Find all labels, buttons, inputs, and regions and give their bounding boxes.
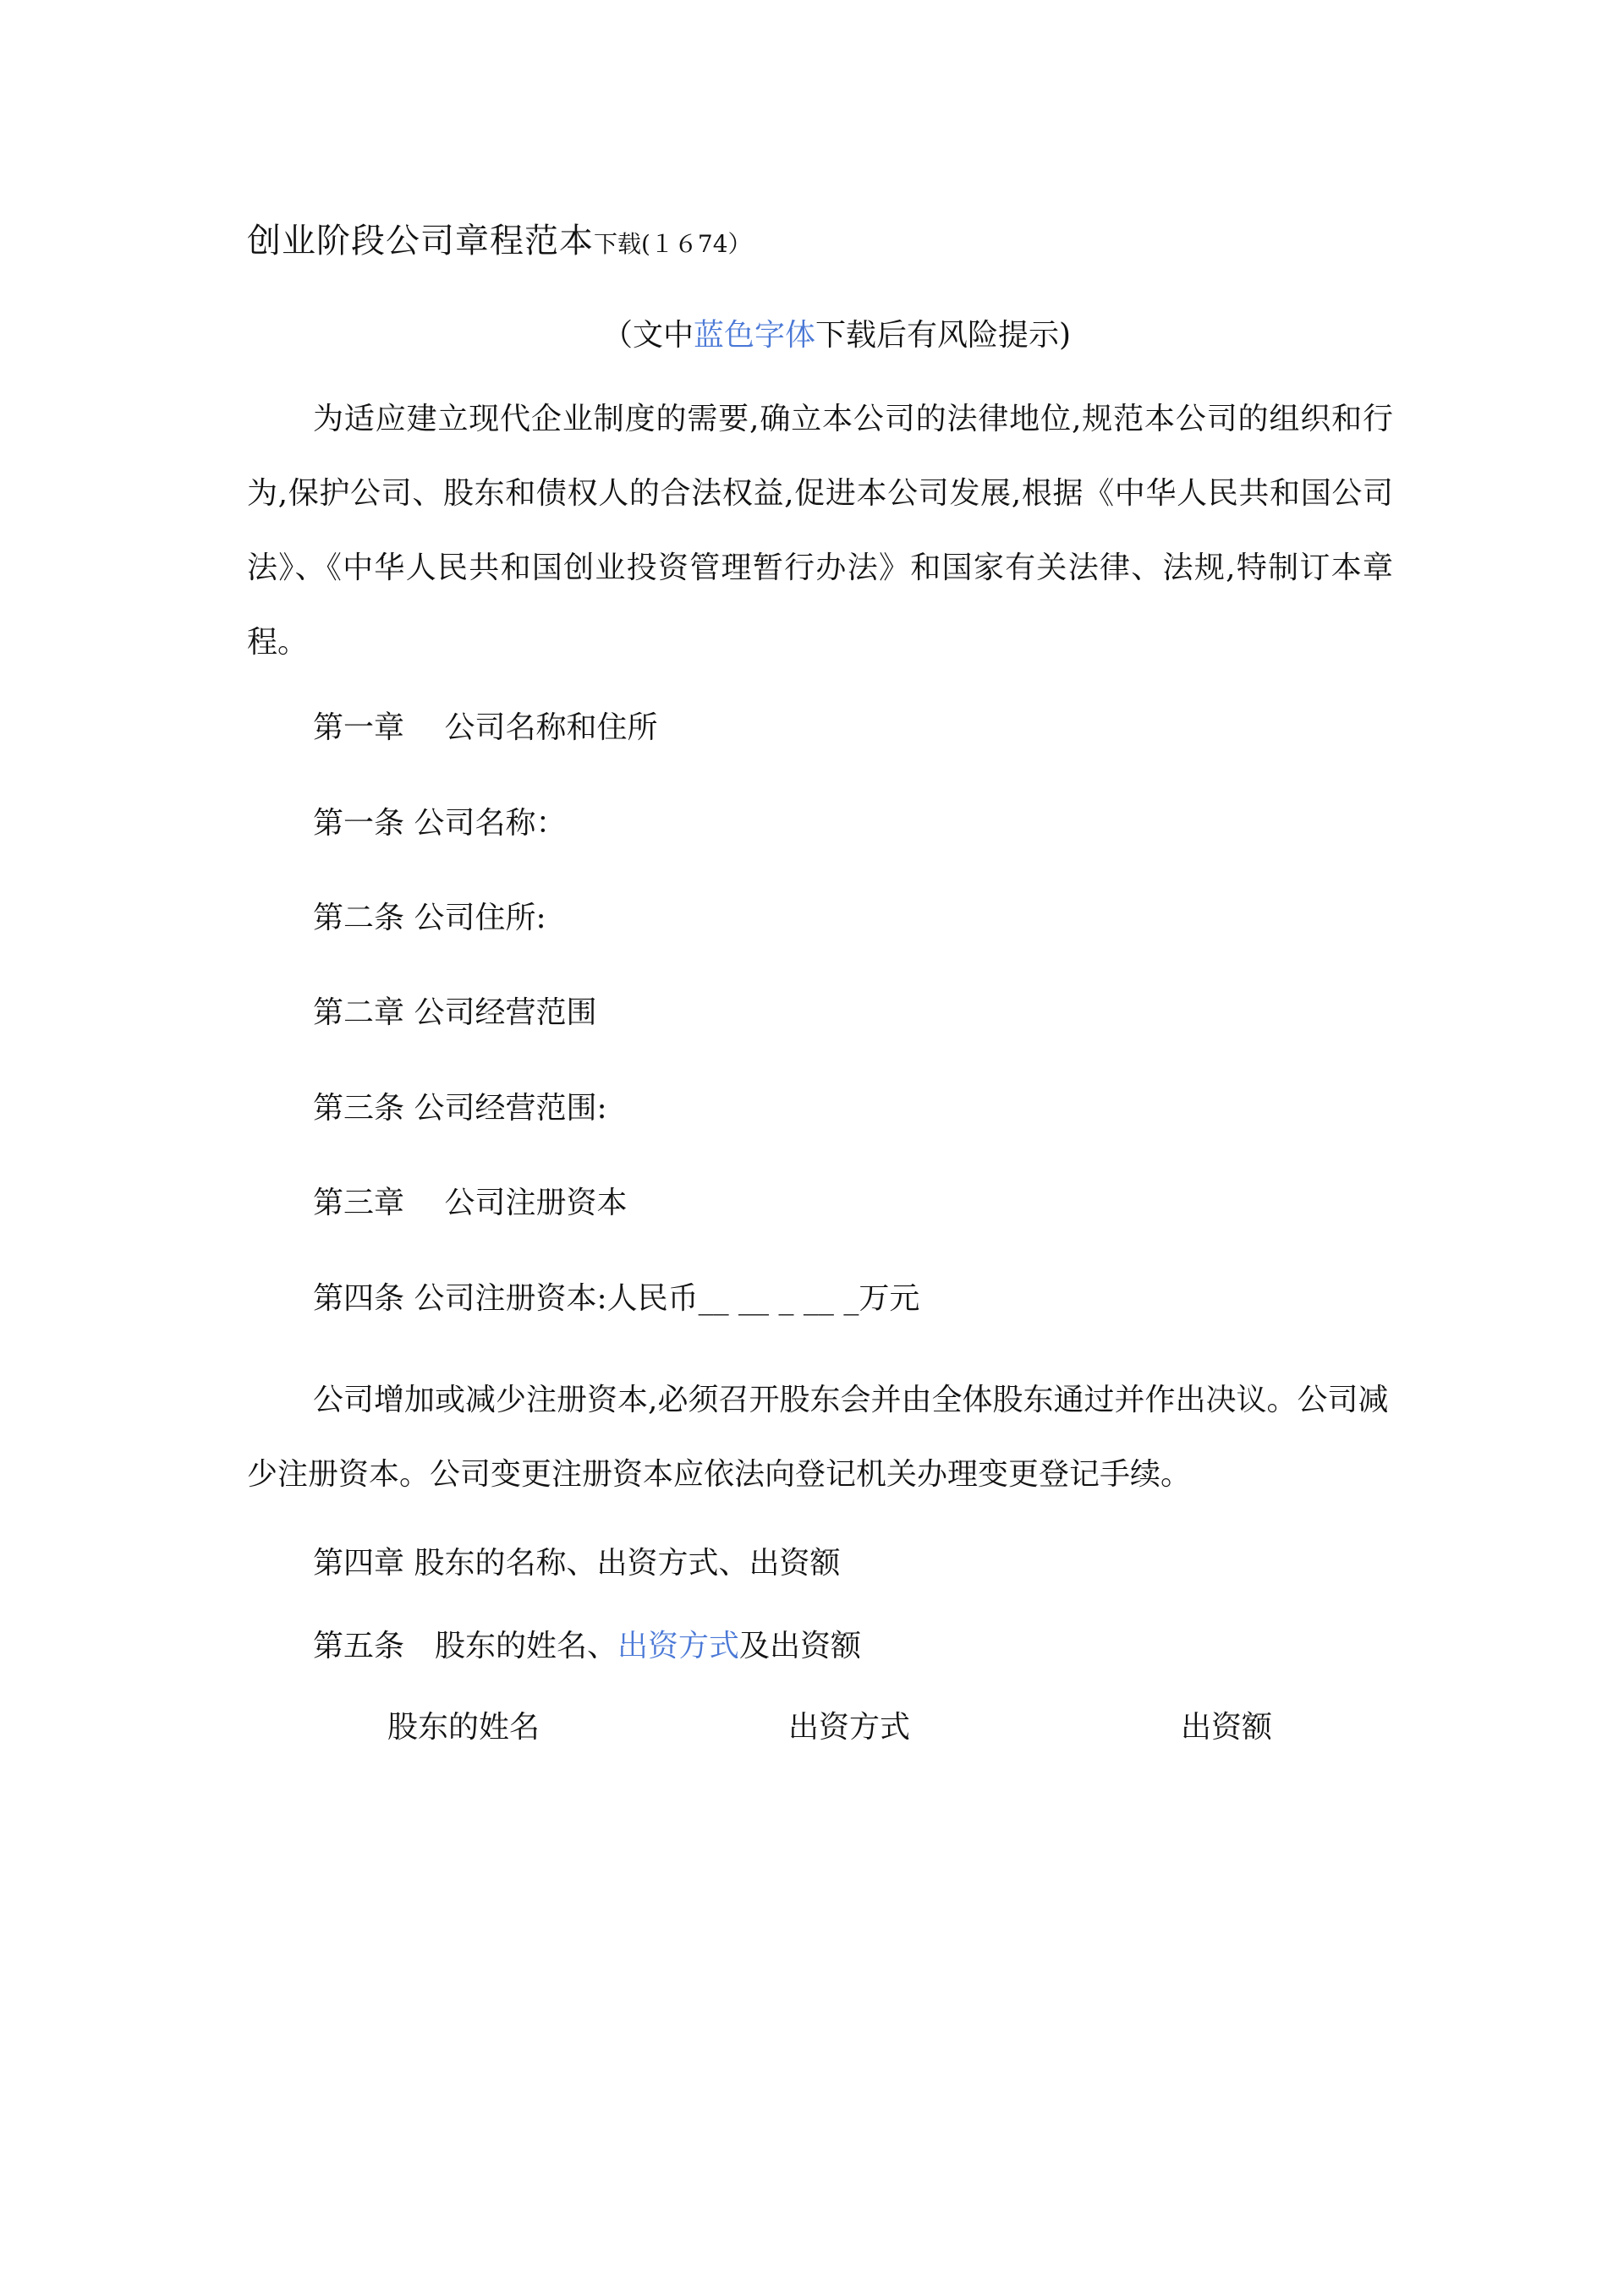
chapter-4-heading: 第四章 股东的名称、出资方式、出资额 [313,1546,841,1581]
article-2-company-address: 第二条 公司住所: [313,901,546,935]
capital-change-paragraph: 公司增加或减少注册资本,必须召开股东会并由全体股东通过并作出决议。公司减少注册资本。公司变更注册资本应依法向登记机关办理变更登记手续。 [247,1383,1389,1492]
risk-notice [602,315,1071,357]
title-main: 创业阶段公司章程范本 [247,222,594,260]
article-5-prefix: 第五条 股东的姓名、 [313,1629,618,1663]
chapter-1-heading: 第一章 公司名称和住所 [313,710,658,745]
chapter-2-heading: 第二章 公司经营范围 [313,995,597,1030]
table-header-contribution-amount: 出资额 [1181,1710,1273,1745]
article-1-company-name: 第一条 公司名称： [313,806,567,841]
article-4-registered-capital: 第四条 公司注册资本:人民币__ __ _ __ _万元 [313,1281,920,1316]
preamble-paragraph: 为适应建立现代企业制度的需要,确立本公司的法律地位,规范本公司的组织和行为,保护公司、股东和债权人的合法权益,促进本公司发展,根据《中华人民共和国公司法》、《中华人民共和国创业投资管理暂行办法》和国家有关法律、法规,特制订本章程。 [247,402,1393,660]
notice-prefix: （文中 [602,318,694,353]
title-download-suffix: 下载(１６74） [594,230,752,258]
notice-suffix: 下载后有风险提示) [815,318,1072,353]
notice-blue-text-link[interactable]: 蓝色字体 [694,318,816,353]
document-title [247,218,752,267]
article-5-suffix: 及出资额 [739,1629,862,1663]
chapter-3-heading: 第三章 公司注册资本 [313,1186,628,1220]
table-header-shareholder-name: 股东的姓名 [387,1710,540,1745]
article-3-business-scope: 第三条 公司经营范围: [313,1091,607,1126]
article-5-shareholders [313,1625,861,1668]
contribution-method-link[interactable]: 出资方式 [617,1629,740,1663]
table-header-contribution-method: 出资方式 [788,1710,911,1745]
